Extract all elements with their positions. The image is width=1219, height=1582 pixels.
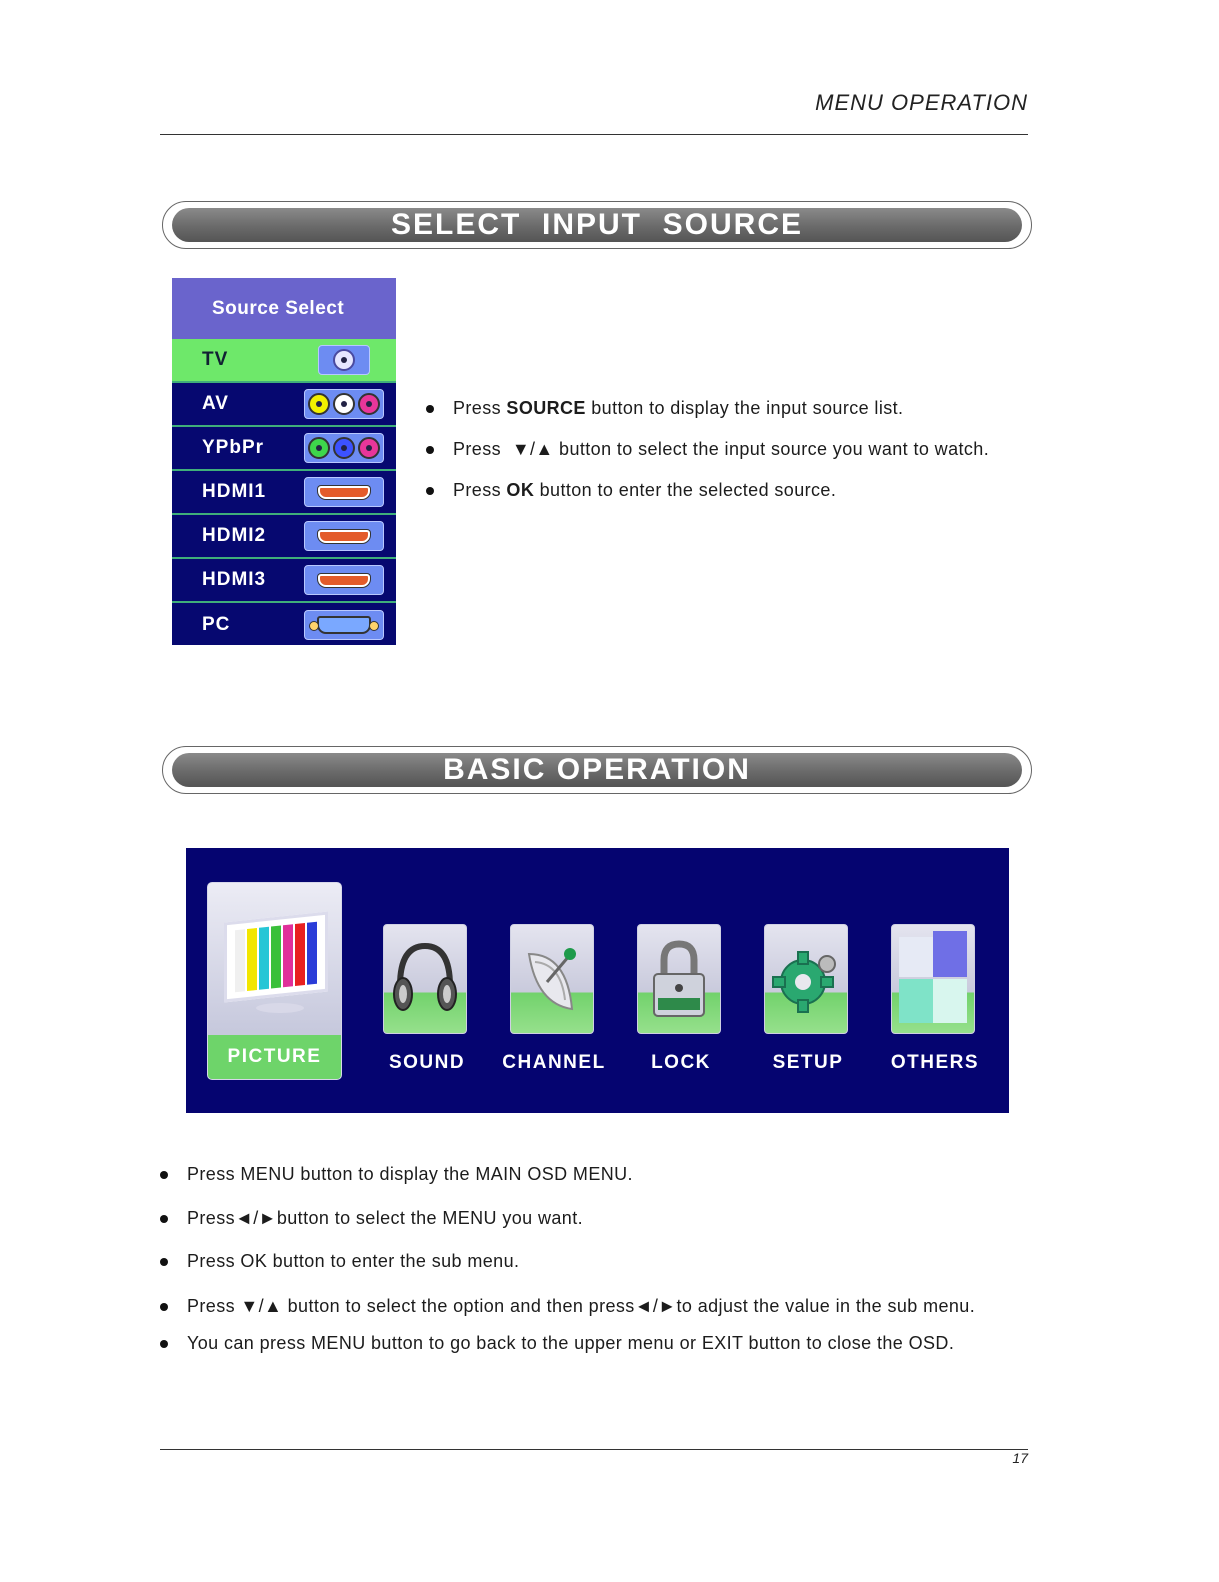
source-label: PC [202, 614, 231, 635]
menu-instructions [160, 1164, 975, 1354]
section-banner-select-input-source [162, 201, 1032, 249]
source-row-hdmi2[interactable] [172, 515, 396, 559]
menu-item-sound[interactable] [383, 924, 467, 1034]
source-row-pc[interactable] [172, 603, 396, 647]
gear-icon [771, 934, 841, 1024]
others-cubes-icon [895, 929, 971, 1029]
source-label: YPbPr [202, 437, 265, 458]
section-title: SELECT INPUT SOURCE [390, 208, 804, 241]
menu-item-label: CHANNEL [502, 1052, 606, 1073]
instruction-item: Press OK button to enter the selected source. [426, 480, 989, 501]
hdmi-port-icon [304, 521, 384, 551]
footer-rule [160, 1449, 1028, 1450]
menu-item-label: SOUND [388, 1052, 466, 1073]
satellite-dish-icon [517, 934, 587, 1024]
source-instructions [426, 398, 989, 501]
antenna-jack-icon [318, 345, 370, 375]
source-row-av[interactable] [172, 383, 396, 427]
instruction-item: Press OK button to enter the sub menu. [160, 1251, 975, 1272]
headphones-icon [390, 934, 460, 1024]
menu-item-label: PICTURE [208, 1035, 341, 1079]
picture-monitor-icon [224, 912, 328, 1003]
instruction-item: Press ▼/▲ button to select the option and then press◄/►to adjust the value in the sub menu. [160, 1296, 975, 1317]
source-label: AV [202, 393, 229, 414]
menu-item-channel[interactable] [510, 924, 594, 1034]
menu-item-picture[interactable] [207, 882, 342, 1080]
section-banner-basic-operation [162, 746, 1032, 794]
component-rca-jacks-icon [304, 433, 384, 463]
vga-port-icon [304, 610, 384, 640]
menu-item-label: LOCK [651, 1052, 711, 1073]
source-label: HDMI3 [202, 569, 267, 590]
header-rule [160, 134, 1028, 135]
menu-item-lock[interactable] [637, 924, 721, 1034]
instruction-item: Press ▼/▲ button to select the input source you want to watch. [426, 439, 989, 460]
hdmi-port-icon [304, 477, 384, 507]
hdmi-port-icon [304, 565, 384, 595]
instruction-item: Press SOURCE button to display the input source list. [426, 398, 989, 419]
source-row-ypbpr[interactable] [172, 427, 396, 471]
source-row-tv[interactable] [172, 339, 396, 383]
source-select-panel [172, 278, 396, 645]
source-label: TV [202, 349, 229, 370]
source-label: HDMI2 [202, 525, 267, 546]
menu-item-label: SETUP [772, 1052, 844, 1073]
main-osd-menu [186, 848, 1009, 1113]
menu-item-label: OTHERS [890, 1052, 980, 1073]
padlock-icon [644, 934, 714, 1024]
instruction-item: You can press MENU button to go back to the upper menu or EXIT button to close the OSD. [160, 1333, 975, 1354]
source-label: HDMI1 [202, 481, 267, 502]
menu-item-others[interactable] [891, 924, 975, 1034]
instruction-item: Press MENU button to display the MAIN OSD MENU. [160, 1164, 975, 1185]
av-rca-jacks-icon [304, 389, 384, 419]
source-row-hdmi1[interactable] [172, 471, 396, 515]
menu-item-setup[interactable] [764, 924, 848, 1034]
source-row-hdmi3[interactable] [172, 559, 396, 603]
source-select-title: Source Select [172, 278, 396, 339]
instruction-item: Press◄/►button to select the MENU you want. [160, 1208, 975, 1229]
section-title: BASIC OPERATION [443, 753, 751, 786]
page-header-title: MENU OPERATION [815, 90, 1028, 115]
page-number: 17 [1012, 1450, 1028, 1466]
